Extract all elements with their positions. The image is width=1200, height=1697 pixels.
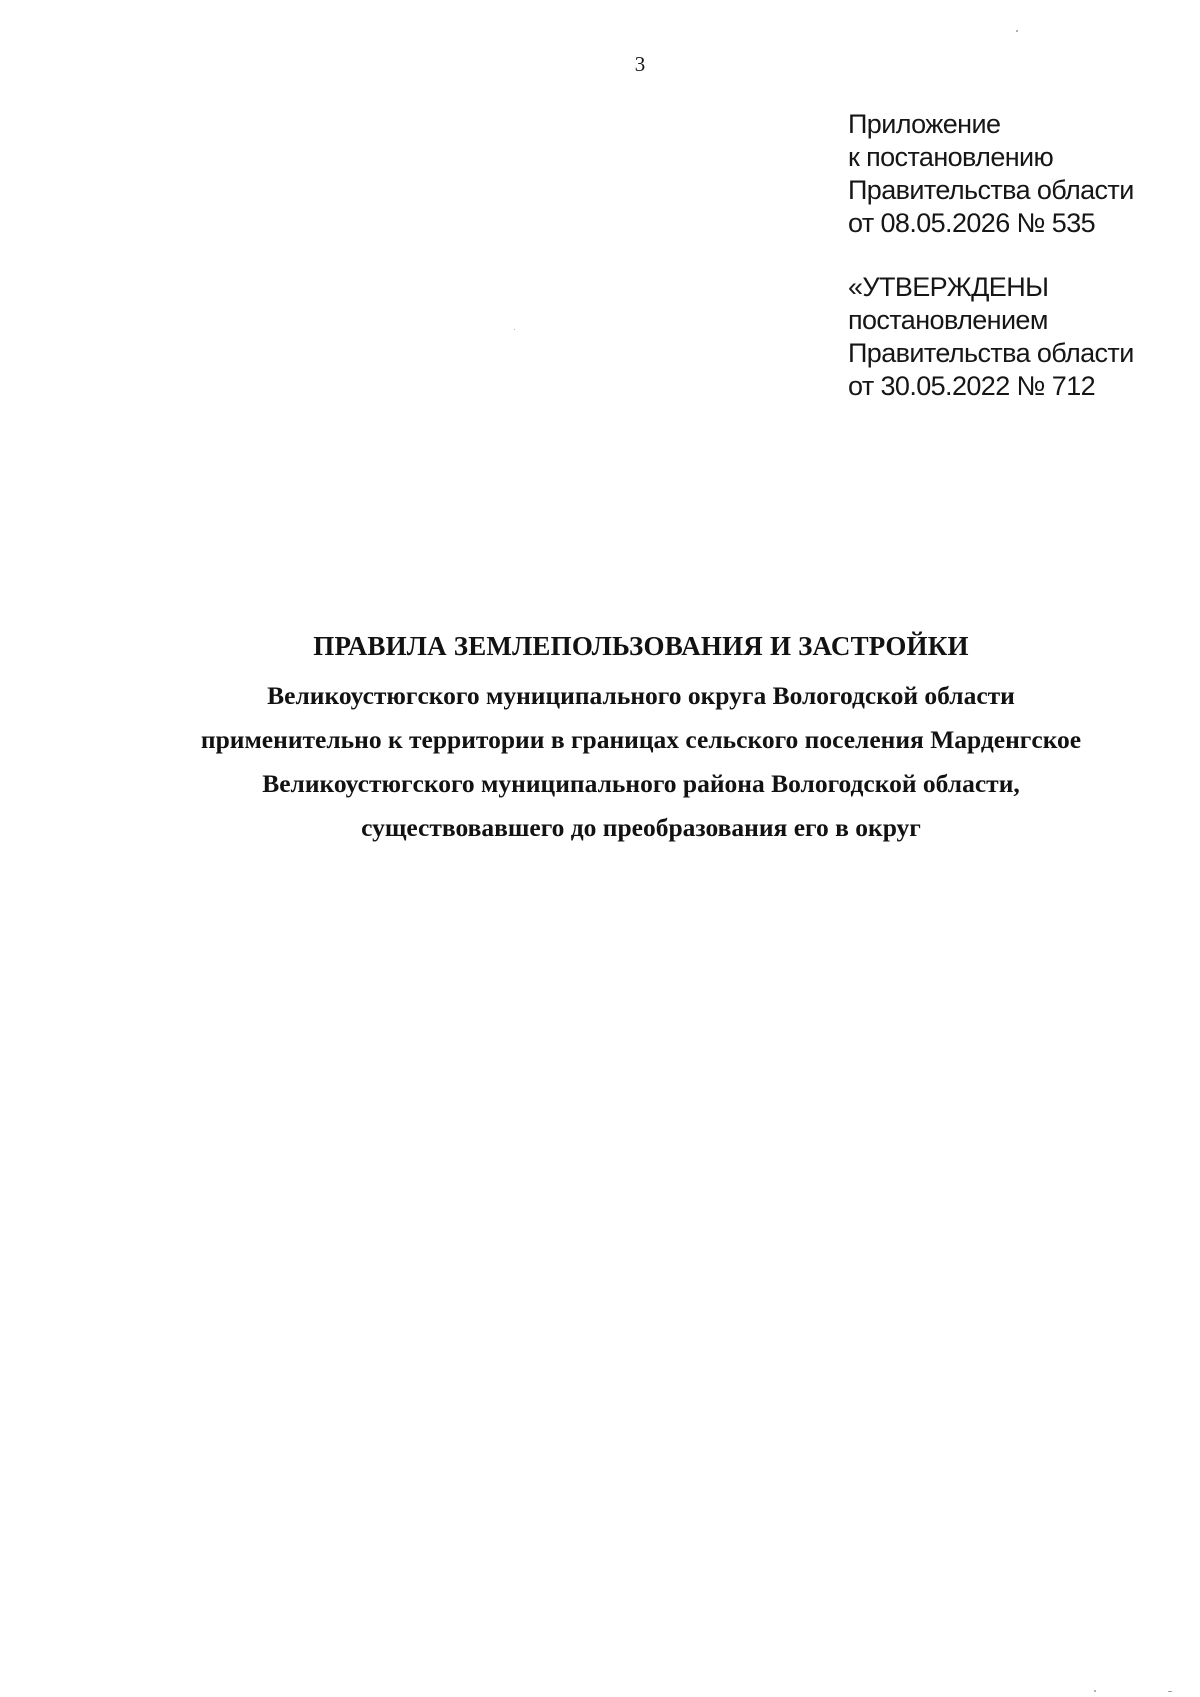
subtitle-line: Великоустюгского муниципального района Вологодской области, — [262, 769, 1020, 798]
annex-block — [848, 108, 1134, 403]
annex-line: Приложение — [848, 109, 1001, 139]
scan-speck — [1094, 1690, 1096, 1692]
scan-speck — [1168, 1691, 1172, 1692]
document-subtitle — [0, 674, 1200, 850]
annex-spacer — [848, 240, 1134, 271]
scan-speck — [1016, 30, 1018, 32]
approved-line: от 30.05.2022 № 712 — [848, 371, 1096, 401]
page-number: 3 — [634, 52, 646, 76]
annex-line: от 08.05.2026 № 535 — [848, 208, 1096, 238]
scan-speck — [514, 329, 515, 330]
title-block — [0, 626, 1200, 850]
subtitle-line: существовавшего до преобразования его в округ — [361, 813, 921, 842]
subtitle-line: применительно к территории в границах сельского поселения Марденгское — [200, 725, 1082, 754]
approved-line: Правительства области — [848, 338, 1134, 368]
approved-line: «УТВЕРЖДЕНЫ — [848, 272, 1049, 302]
approved-line: постановлением — [848, 305, 1048, 335]
document-title: ПРАВИЛА ЗЕМЛЕПОЛЬЗОВАНИЯ И ЗАСТРОЙКИ — [313, 631, 969, 661]
subtitle-line: Великоустюгского муниципального округа Вологодской области — [267, 681, 1015, 710]
annex-line: к постановлению — [848, 142, 1054, 172]
annex-line: Правительства области — [848, 175, 1134, 205]
